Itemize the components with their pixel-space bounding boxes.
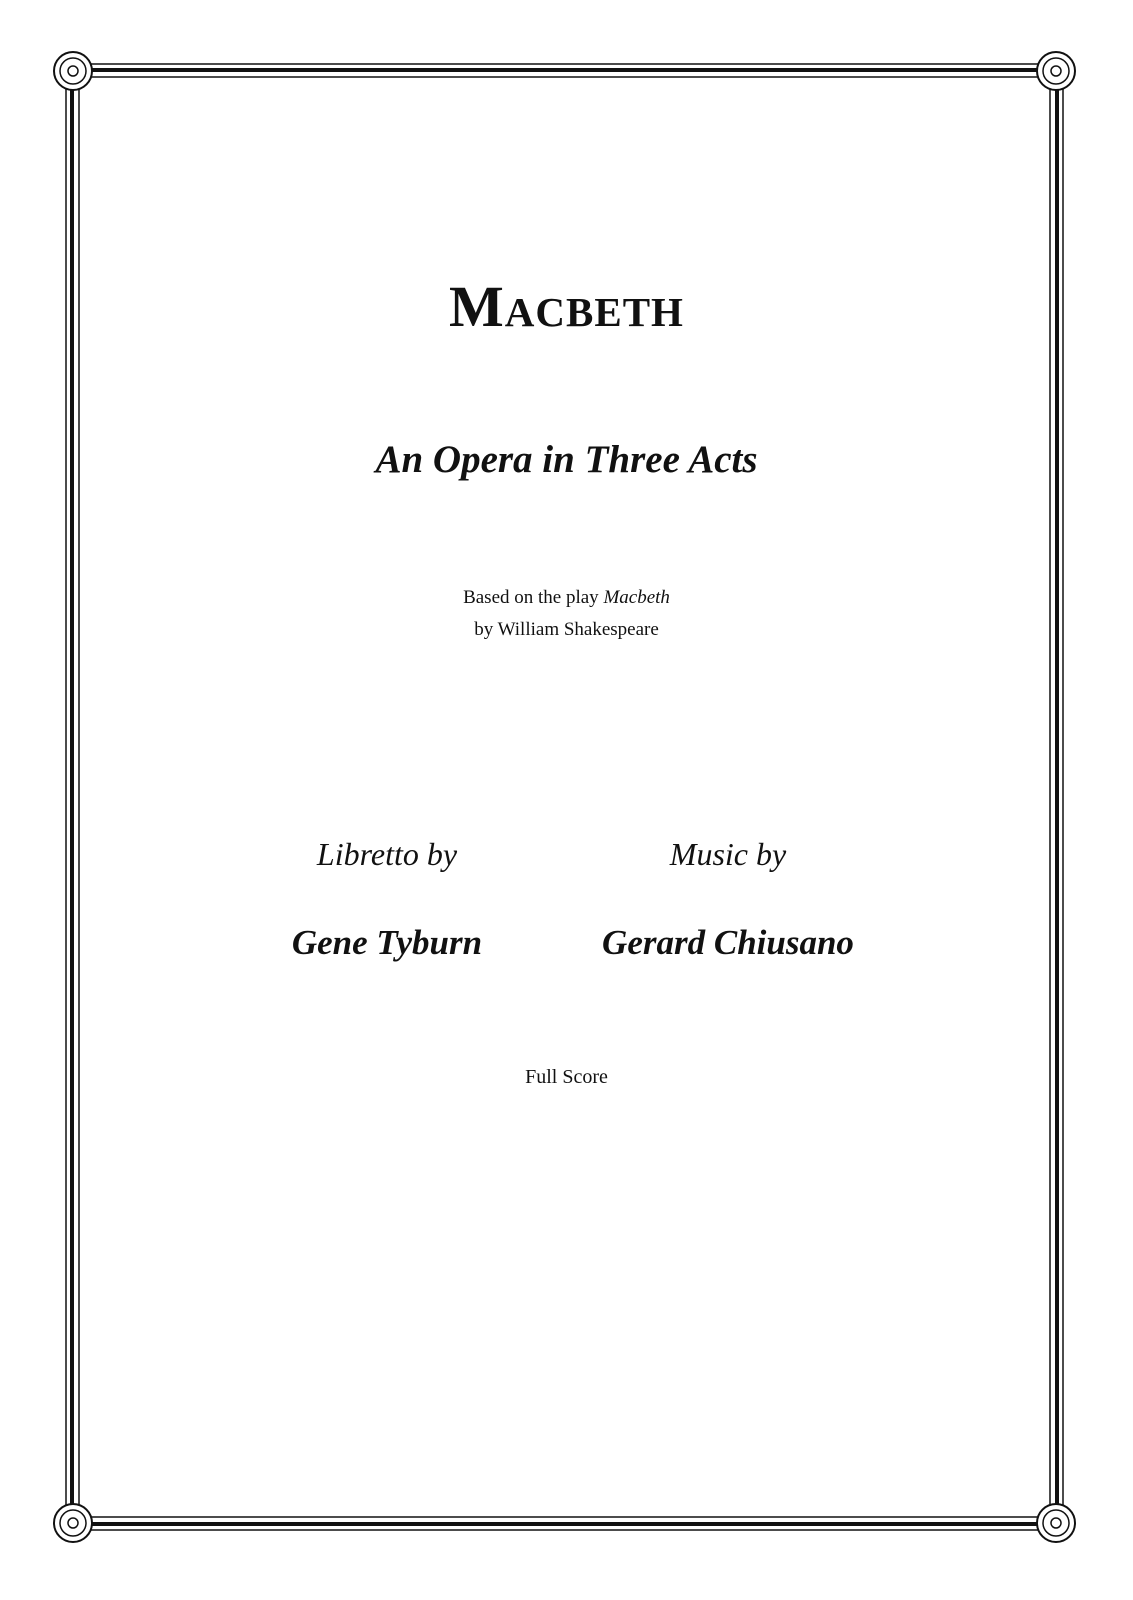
rosette-corner-icon [1037,52,1075,90]
rosette-corner-icon [1037,1504,1075,1542]
rosette-corner-icon [54,52,92,90]
based-on-work: Macbeth [603,587,670,608]
based-on-author: by William Shakespeare [474,619,659,640]
rosette-corner-icon [54,1504,92,1542]
librettist-name: Gene Tyburn [291,923,483,962]
composer-name: Gerard Chiusano [602,923,854,962]
cover-subtitle: An Opera in Three Acts [375,438,758,481]
librettist-credit [207,838,567,960]
librettist-role: Libretto by [316,836,458,872]
based-on-prefix: Based on the play [463,587,604,608]
cover-title: Macbeth [449,274,684,339]
based-on-line [0,582,1133,614]
composer-credit [548,838,908,960]
composer-role: Music by [669,836,787,872]
source-attribution [0,582,1133,646]
edition-label: Full Score [525,1066,608,1088]
